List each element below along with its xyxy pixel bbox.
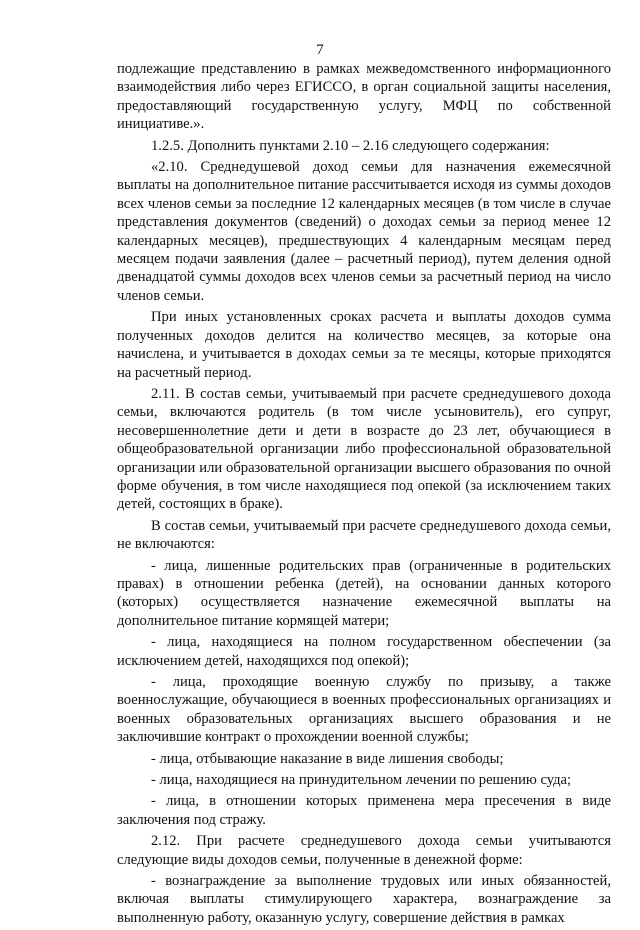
paragraph-excluded-intro: В состав семьи, учитываемый при расчете среднедушевого дохода семьи, не включаются:	[117, 517, 611, 553]
list-item: - лица, в отношении которых применена мера пресечения в виде заключения под стражу.	[117, 793, 611, 828]
paragraph-income-periods: При иных установленных сроках расчета и выплаты доходов сумма полученных доходов делится на количество месяцев, за которые она начислена, и учитывается в доходах семьи за те месяцы, которые приходятся на расчетный период.	[117, 309, 611, 381]
page-number: 7	[316, 42, 324, 58]
paragraph-2-12: 2.12. При расчете среднедушевого дохода семьи учитываются следующие виды доходов семьи, полученные в денежной форме:	[117, 833, 611, 868]
list-item: - вознаграждение за выполнение трудовых или иных обязанностей, включая выплаты стимулирующего характера, вознаграждение за выполненную работу, оказанную услугу, совершение действия в рамках	[117, 873, 611, 926]
paragraph-amendment-1-2-5: 1.2.5. Дополнить пунктами 2.10 – 2.16 следующего содержания:	[151, 137, 550, 154]
list-item: - лица, отбывающие наказание в виде лишения свободы;	[151, 750, 504, 767]
paragraph-2-11: 2.11. В состав семьи, учитываемый при расчете среднедушевого дохода семьи, включаются родитель (в том числе усыновитель), его супруг, несовершеннолетние дети и дети в возрасте до 23 лет, обучающиеся в общеобразовательной организации либо профессиональной образовательной организации или образовательной организации высшего образования по очной форме обучения, в том числе находящиеся под опекой (за исключением таких детей, состоящих в браке).	[117, 385, 611, 513]
paragraph-2-10: «2.10. Среднедушевой доход семьи для назначения ежемесячной выплаты на дополнительное питание рассчитывается исходя из суммы доходов всех членов семьи за последние 12 календарных месяцев (в том числе в случае представления документов (сведений) о доходах семьи за период менее 12 календарных месяцев), предшествующих 4 календарным месяцам перед месяцем подачи заявления (далее – расчетный период), путем деления одной двенадцатой суммы доходов всех членов семьи за расчетный период на число членов семьи.	[117, 159, 611, 304]
document-body	[117, 60, 611, 930]
list-item: - лица, находящиеся на полном государственном обеспечении (за исключением детей, находящихся под опекой);	[117, 634, 611, 669]
list-item: - лица, проходящие военную службу по призыву, а также военнослужащие, обучающиеся в военных профессиональных организациях и военных образовательных организациях высшего образования и не заключившие контракт о прохождении военной службы;	[117, 674, 611, 746]
paragraph-continuation: подлежащие представлению в рамках межведомственного информационного взаимодействия либо через ЕГИССО, в орган социальной защиты населения, предоставляющий государственную услугу, МФЦ по собственной инициативе.».	[117, 61, 611, 133]
list-item: - лица, находящиеся на принудительном лечении по решению суда;	[151, 772, 572, 789]
list-item: - лица, лишенные родительских прав (ограниченные в родительских правах) в отношении ребенка (детей), на основании данных которого (которых) осуществляется назначение ежемесячной выплаты на дополнительное питание кормящей матери;	[117, 557, 611, 629]
